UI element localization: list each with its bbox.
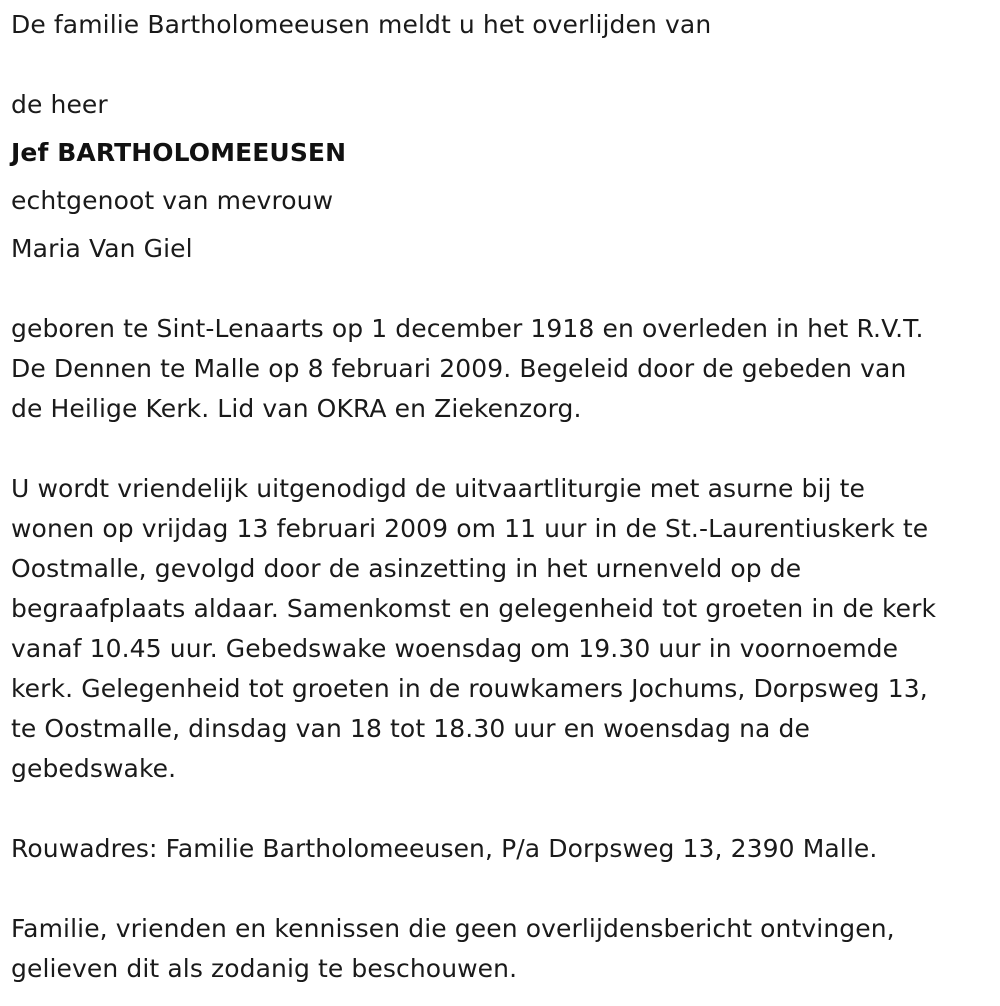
paragraph-line: vanaf 10.45 uur. Gebedswake woensdag om 19.30 uur in voornoemde — [11, 634, 899, 663]
spouse-name: Maria Van Giel — [11, 234, 193, 263]
paragraph-line: gebedswake. — [11, 754, 177, 783]
paragraph-line: wonen op vrijdag 13 februari 2009 om 11 uur in de St.-Laurentiuskerk te — [11, 514, 929, 543]
paragraph-line: kerk. Gelegenheid tot groeten in de rouwkamers Jochums, Dorpsweg 13, — [11, 674, 928, 703]
paragraph-line: gelieven dit als zodanig te beschouwen. — [11, 954, 518, 983]
paragraph-line: Oostmalle, gevolgd door de asinzetting in het urnenveld op de — [11, 554, 802, 583]
intro-text: De familie Bartholomeeusen meldt u het overlijden van — [11, 10, 712, 39]
paragraph-line: te Oostmalle, dinsdag van 18 tot 18.30 uur en woensdag na de — [11, 714, 810, 743]
paragraph-line: de Heilige Kerk. Lid van OKRA en Ziekenzorg. — [11, 394, 582, 423]
paragraph-line: geboren te Sint-Lenaarts op 1 december 1918 en overleden in het R.V.T. — [11, 314, 924, 343]
paragraph-line: Familie, vrienden en kennissen die geen overlijdensbericht ontvingen, — [11, 914, 895, 943]
paragraph-line: De Dennen te Malle op 8 februari 2009. Begeleid door de gebeden van — [11, 354, 907, 383]
spouse-label: echtgenoot van mevrouw — [11, 186, 334, 215]
paragraph-line: begraafplaats aldaar. Samenkomst en gelegenheid tot groeten in de kerk — [11, 594, 937, 623]
salutation: de heer — [11, 90, 108, 119]
mourning-address: Rouwadres: Familie Bartholomeeusen, P/a Dorpsweg 13, 2390 Malle. — [11, 834, 878, 863]
paragraph-line: U wordt vriendelijk uitgenodigd de uitvaartliturgie met asurne bij te — [11, 474, 865, 503]
deceased-name: Jef BARTHOLOMEEUSEN — [11, 138, 347, 167]
